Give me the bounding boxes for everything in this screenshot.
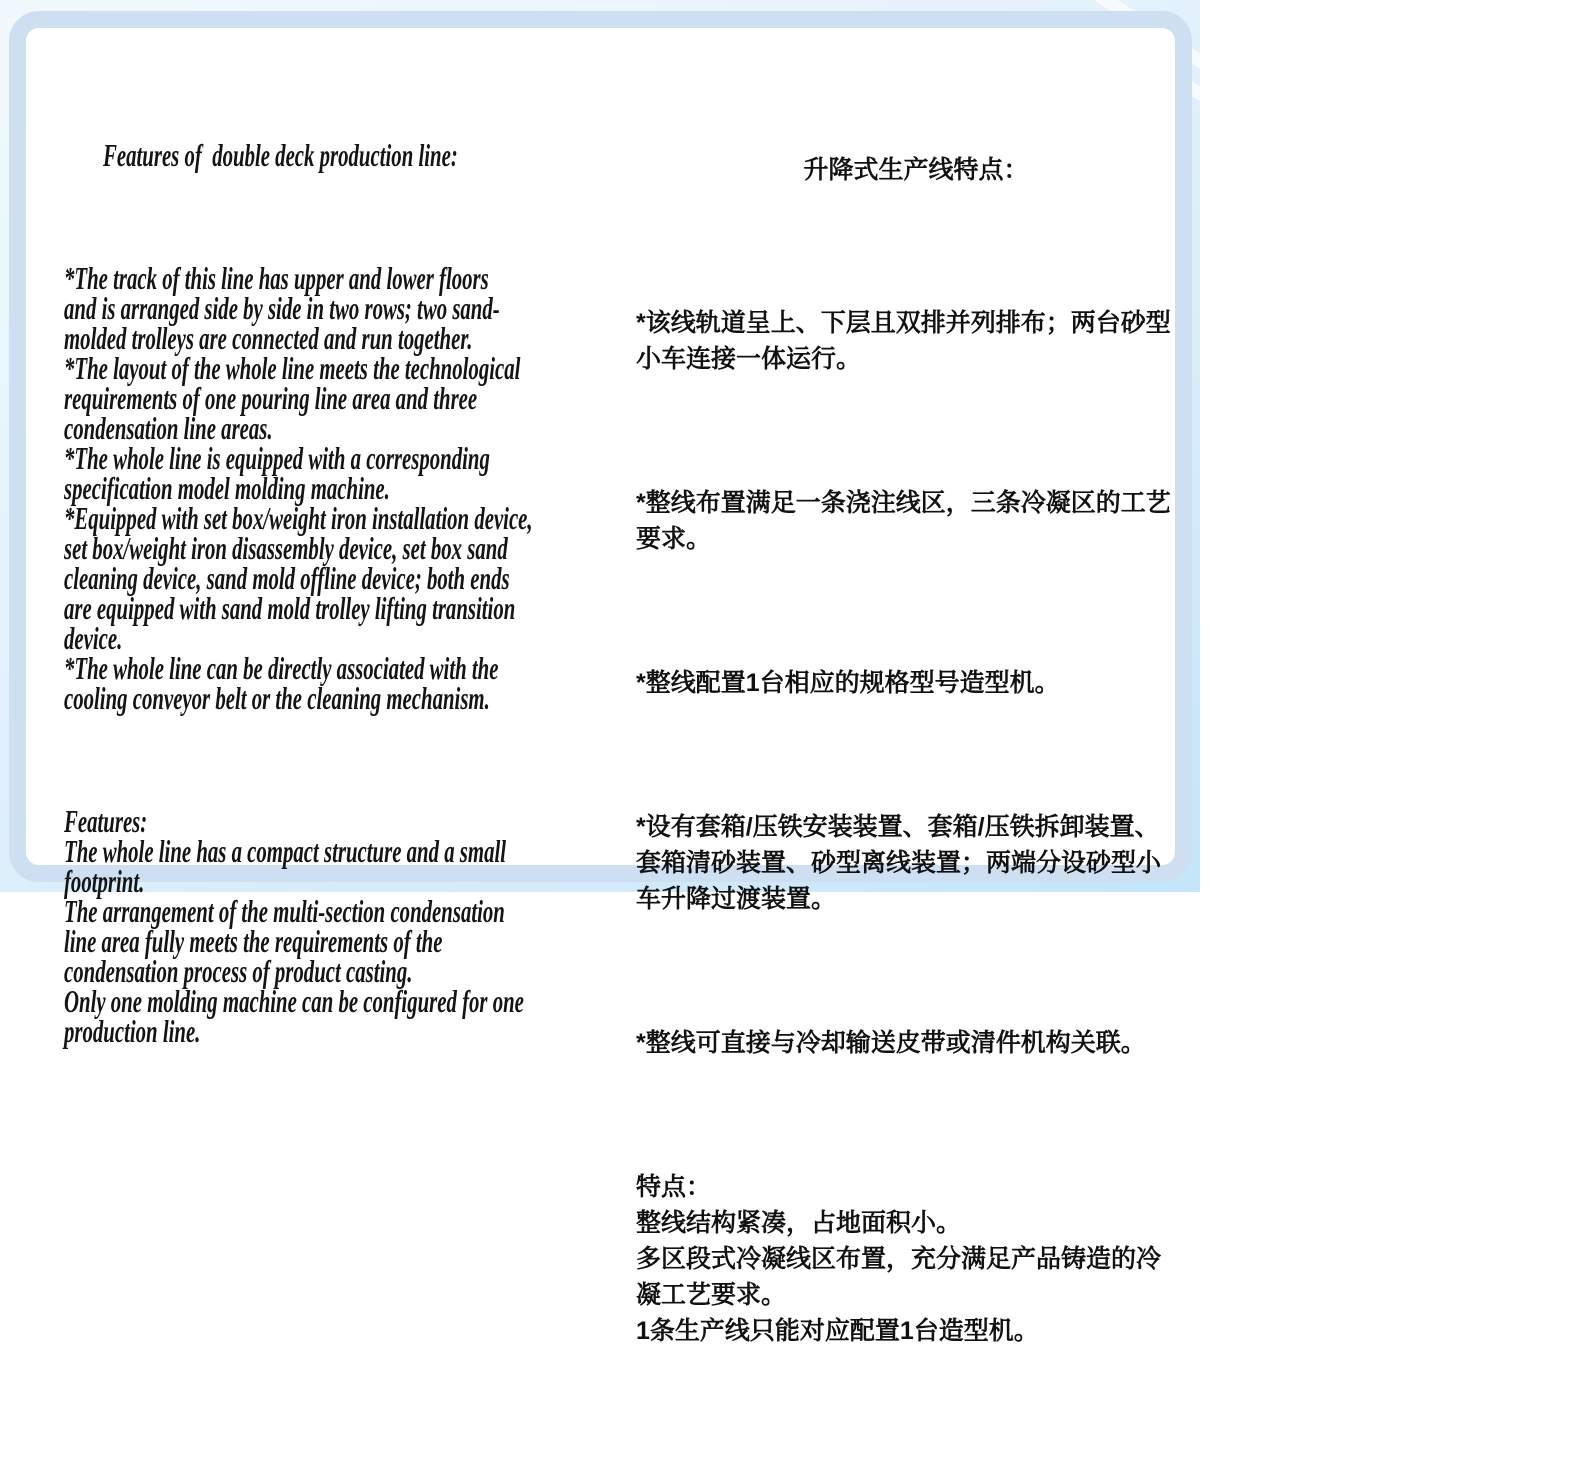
text-line: *The whole line can be directly associated with the	[64, 650, 499, 686]
background-streak-2	[1153, 60, 1579, 343]
text-line: The whole line has a compact structure and a small	[64, 833, 507, 869]
text-line: set box/weight iron disassembly device, set box sand	[64, 530, 508, 566]
text-line: molded trolleys are connected and run together.	[64, 320, 473, 356]
chinese-paragraph-conveyor	[636, 1025, 1196, 1061]
chinese-paragraph-track	[636, 305, 1196, 377]
chinese-column	[636, 80, 1196, 1457]
english-title: Features of double deck production line:	[103, 137, 458, 173]
text-line: 1条生产线只能对应配置1台造型机。	[636, 1317, 1039, 1345]
english-column	[64, 80, 649, 1106]
text-line: *The whole line is equipped with a corresponding	[64, 440, 490, 476]
text-line: cooling conveyor belt or the cleaning mechanism.	[64, 680, 490, 716]
text-line: *该线轨道呈上、下层且双排并列排布；两台砂型	[636, 309, 1171, 337]
chinese-features-summary	[636, 1169, 1196, 1349]
text-line: Features:	[64, 803, 148, 839]
text-line: footprint.	[64, 863, 145, 899]
text-line: condensation process of product casting.	[64, 953, 413, 989]
text-line: 多区段式冷凝线区布置，充分满足产品铸造的冷	[636, 1245, 1162, 1273]
text-line: line area fully meets the requirements of the	[64, 923, 443, 959]
text-line: cleaning device, sand mold offline device; both ends	[64, 560, 510, 596]
text-line: requirements of one pouring line area and three	[64, 380, 478, 416]
text-line: 小车连接一体运行。	[636, 345, 862, 373]
text-line: 凝工艺要求。	[636, 1281, 787, 1309]
text-line: Only one molding machine can be configured for one	[64, 983, 524, 1019]
text-line: *The layout of the whole line meets the technological	[64, 350, 521, 386]
chinese-paragraph-devices	[636, 809, 1196, 917]
text-line: *整线可直接与冷却输送皮带或清件机构关联。	[636, 1029, 1146, 1057]
text-line: specification model molding machine.	[64, 470, 390, 506]
content-card	[9, 11, 1192, 1345]
english-features-summary	[64, 803, 649, 1049]
text-line: *整线配置1台相应的规格型号造型机。	[636, 669, 1060, 697]
chinese-title: 升降式生产线特点：	[803, 156, 1029, 184]
chinese-paragraph-layout	[636, 485, 1196, 557]
english-feature-lines	[64, 260, 649, 716]
text-line: *Equipped with set box/weight iron installation device,	[64, 500, 533, 536]
text-line: *The track of this line has upper and lower floors	[64, 260, 489, 296]
text-line: *设有套箱/压铁安装装置、套箱/压铁拆卸装置、	[636, 813, 1160, 841]
text-line: 整线结构紧凑，占地面积小。	[636, 1209, 962, 1237]
text-line: The arrangement of the multi-section condensation	[64, 893, 505, 929]
text-line: *整线布置满足一条浇注线区，三条冷凝区的工艺	[636, 489, 1171, 517]
text-line: and is arranged side by side in two rows; two sand-	[64, 290, 500, 326]
text-line: 要求。	[636, 525, 712, 553]
text-line: device.	[64, 620, 123, 656]
text-line: production line.	[64, 1013, 201, 1049]
text-line: 特点：	[636, 1173, 712, 1201]
text-line: 车升降过渡装置。	[636, 885, 837, 913]
text-line: condensation line areas.	[64, 410, 273, 446]
text-line: 套箱清砂装置、砂型离线装置；两端分设砂型小	[636, 849, 1162, 877]
chinese-paragraph-molding-machine	[636, 665, 1196, 701]
text-line: are equipped with sand mold trolley lifting transition	[64, 590, 516, 626]
